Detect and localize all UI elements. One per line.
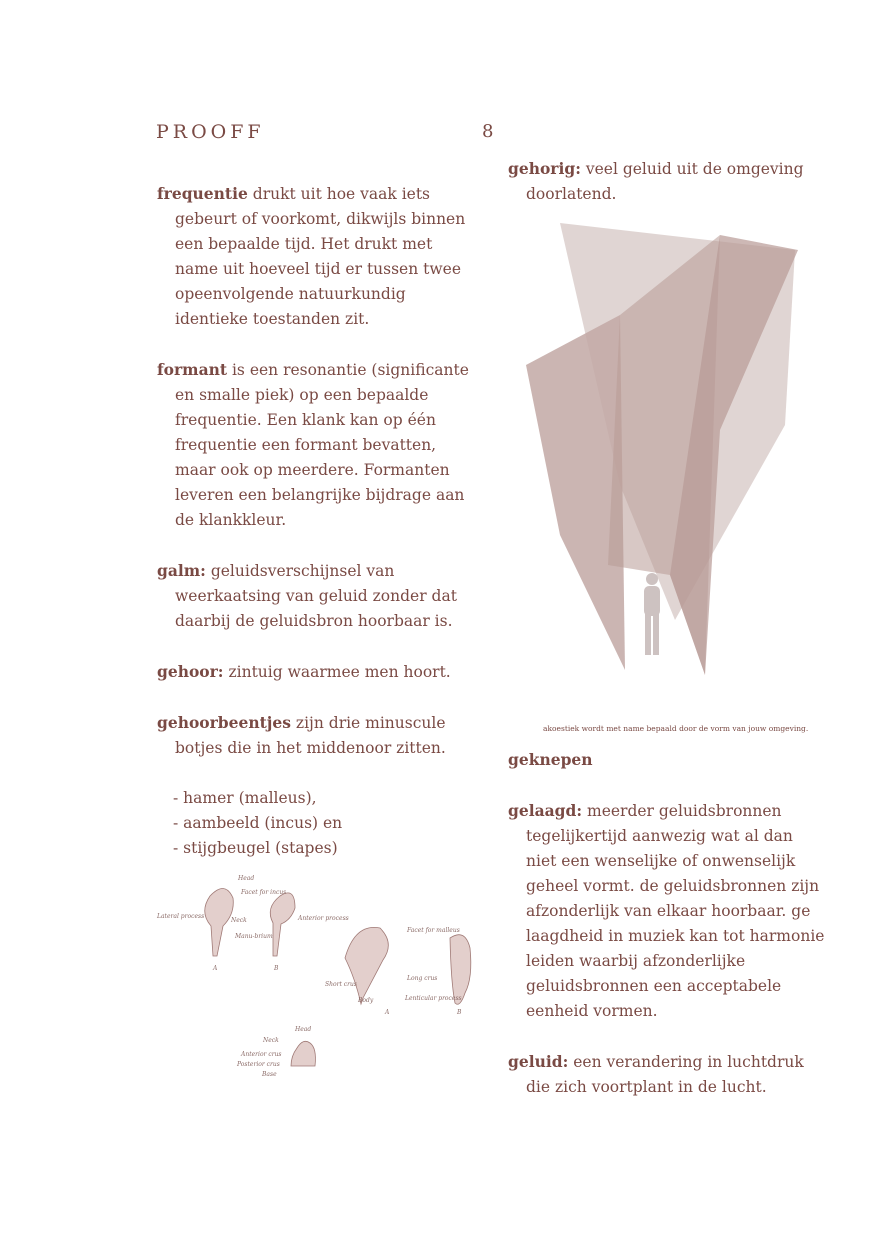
label-body: Body [358, 997, 374, 1004]
ossicle-list [173, 786, 477, 861]
entry-gehoorbeentjes [157, 710, 477, 761]
label-anterior-crus: Anterior crus [241, 1051, 282, 1058]
term: gehoor: [157, 662, 224, 681]
entry-formant [157, 357, 477, 533]
label-posterior-crus: Posterior crus [237, 1061, 280, 1068]
label-a: A [213, 965, 218, 972]
list-item: - aambeeld (incus) en [173, 814, 343, 832]
label-base: Base [262, 1071, 277, 1078]
label-neck: Neck [231, 917, 247, 924]
label-manubrium: Manu-brium [235, 933, 273, 940]
term: gelaagd: [508, 801, 583, 820]
label-stapes-neck: Neck [263, 1037, 279, 1044]
term: galm: [157, 561, 206, 580]
definition: een verandering in luchtdruk die zich voortplant in de lucht. [526, 1053, 804, 1096]
entry-gehorig [508, 156, 828, 207]
label-head: Head [238, 875, 255, 882]
entry-gelaagd [508, 798, 828, 1024]
incus-icon [345, 927, 471, 1004]
definition: geluidsverschijnsel van weerkaatsing van geluid zonder dat daarbij de geluidsbron hoorbaar is. [175, 562, 457, 630]
term: formant [157, 360, 228, 379]
entry-geknepen [508, 747, 828, 773]
human-figure-icon [644, 573, 660, 655]
label-a2: A [385, 1009, 390, 1016]
label-facet-incus: Facet for incus [241, 889, 287, 896]
entry-geluid [508, 1049, 828, 1100]
definition: meerder geluidsbronnen tegelijkertijd aanwezig wat al dan niet een wenselijke of onwenselijk geheel vormt. de geluidsbronnen zijn afzonderlijk van elkaar hoorbaar. ge laagdheid in muziek kan tot harmonie leiden waarbij afzonderlijke geluidsbronnen een acceptabele eenheid vormen. [526, 802, 825, 1020]
page-number: 8 [482, 121, 494, 142]
left-column [157, 181, 477, 861]
label-stapes-head: Head [295, 1026, 312, 1033]
label-lateral-process: Lateral process [157, 913, 205, 920]
figure-caption: akoestiek wordt met name bepaald door de vorm van jouw omgeving. [543, 724, 809, 733]
definition: veel geluid uit de omgeving doorlatend. [526, 160, 804, 203]
label-anterior-process: Anterior process [298, 915, 349, 922]
malleus-icon [205, 888, 295, 956]
definition: is een resonantie (significante en smalle piek) op een bepaalde frequentie. Een klank kan op één frequentie een formant bevatten, maar ook op meerdere. Formanten leveren een belangrijke bijdrage aan de klankkleur. [175, 361, 469, 529]
label-facet-malleus: Facet for malleus [407, 927, 460, 934]
label-lenticular: Lenticular process [405, 995, 462, 1002]
term: geluid: [508, 1052, 569, 1071]
running-header-title: PROOFF [156, 121, 265, 143]
stapes-icon [291, 1041, 315, 1066]
shape-left [526, 315, 625, 670]
label-b: B [274, 965, 279, 972]
definition: zintuig waarmee men hoort. [223, 663, 451, 681]
label-b2: B [457, 1009, 462, 1016]
definition: drukt uit hoe vaak iets gebeurt of voorkomt, dikwijls binnen een bepaalde tijd. Het drukt met name uit hoeveel tijd er tussen twee opeenvolgende natuurkundig identieke toestanden zit. [175, 185, 466, 328]
term: gehoorbeentjes [157, 713, 291, 732]
list-item: - hamer (malleus), [173, 789, 317, 807]
term: frequentie [157, 184, 248, 203]
term: geknepen [508, 750, 593, 769]
definition: zijn drie minuscule botjes die in het middenoor zitten. [175, 714, 446, 757]
entry-frequentie [157, 181, 477, 332]
ossicles-illustration [155, 868, 485, 1083]
term: gehorig: [508, 159, 581, 178]
acoustic-space-illustration [520, 215, 810, 685]
label-long-crus: Long crus [407, 975, 438, 982]
entry-galm [157, 558, 477, 634]
list-item: - stijgbeugel (stapes) [173, 839, 338, 857]
entry-gehoor [157, 659, 477, 685]
label-short-crus: Short crus [325, 981, 357, 988]
